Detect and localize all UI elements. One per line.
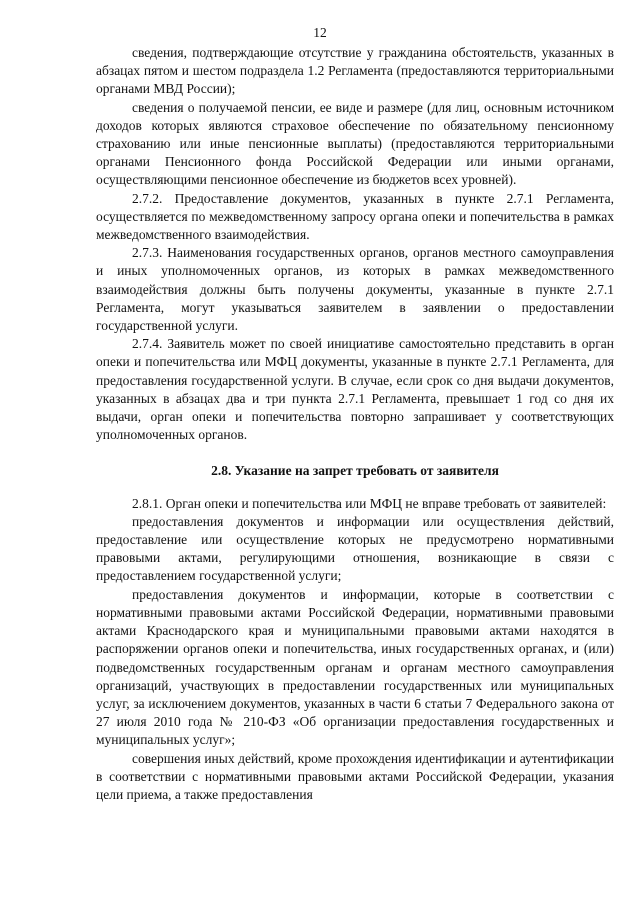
paragraph-pension-info: сведения о получаемой пенсии, ее виде и размере (для лиц, основным источником доходов которых являются страховое обеспечение по обязательному пенсионному страхованию или иные пенсионные выплаты) (предоставляются территориальными органами Пенсионного фонда Российской Федерации или иными органами, осуществляющими пенсионное обеспечение из бюджетов всех уровней). [96, 99, 614, 188]
paragraph-prohibited-documents-actions: предоставления документов и информации или осуществления действий, предоставление или осуществление которых не предусмотрено нормативными правовыми актами, регулирующими отношения, возникающие в связи с предоставлением государственной услуги; [96, 513, 614, 584]
paragraph-2-7-4: 2.7.4. Заявитель может по своей инициативе самостоятельно представить в орган опеки и попечительства или МФЦ документы, указанные в пункте 2.7.1 Регламента, для предоставления государственной услуги. В случае, если срок со дня выдачи документов, указанных в абзацах два и три пункта 2.7.1 Регламента, превышает 1 год со дня их выдачи, орган опеки и попечительства повторно запрашивает у соответствующих уполномоченных органов. [96, 336, 614, 443]
page-number: 12 [313, 25, 327, 40]
paragraph-police-records: сведения, подтверждающие отсутствие у гражданина обстоятельств, указанных в абзацах пятом и шестом подраздела 1.2 Регламента (предоставляются территориальными органами МВД России); [96, 45, 614, 97]
paragraph-2-7-3: 2.7.3. Наименования государственных органов, органов местного самоуправления и иных уполномоченных органов, из которых в рамках межведомственного взаимодействия должны быть получены документы, указанные в пункте 2.7.1 Регламента, могут указываться заявителем в заявлении о предоставлении государственной услуги. [96, 245, 614, 334]
paragraph-prohibited-documents-in-possession: предоставления документов и информации, которые в соответствии с нормативными правовыми актами Российской Федерации, нормативными правовыми актами Краснодарского края и муниципальными правовыми актами находятся в распоряжении органов опеки и попечительства, иных государственных органах, и (или) подведомственных государственным органам и органам местного самоуправления организаций, участвующих в предоставлении государственных или муниципальных услуг, за исключением документов, указанных в части 6 статьи 7 Федерального закона от 27 июля 2010 года № 210-ФЗ «Об организации предоставления государственных и муниципальных услуг»; [96, 586, 614, 748]
paragraph-2-7-2: 2.7.2. Предоставление документов, указанных в пункте 2.7.1 Регламента, осуществляется по межведомственному запросу органа опеки и попечительства в рамках межведомственного взаимодействия. [96, 190, 614, 243]
section-heading-2-8: 2.8. Указание на запрет требовать от заявителя [211, 463, 499, 479]
paragraph-prohibited-other-actions: совершения иных действий, кроме прохождения идентификации и аутентификации в соответствии с нормативными правовыми актами Российской Федерации, указания цели приема, а также предоставления [96, 750, 614, 802]
document-body [96, 44, 614, 804]
paragraph-2-8-1: 2.8.1. Орган опеки и попечительства или МФЦ не вправе требовать от заявителей: [132, 495, 607, 511]
